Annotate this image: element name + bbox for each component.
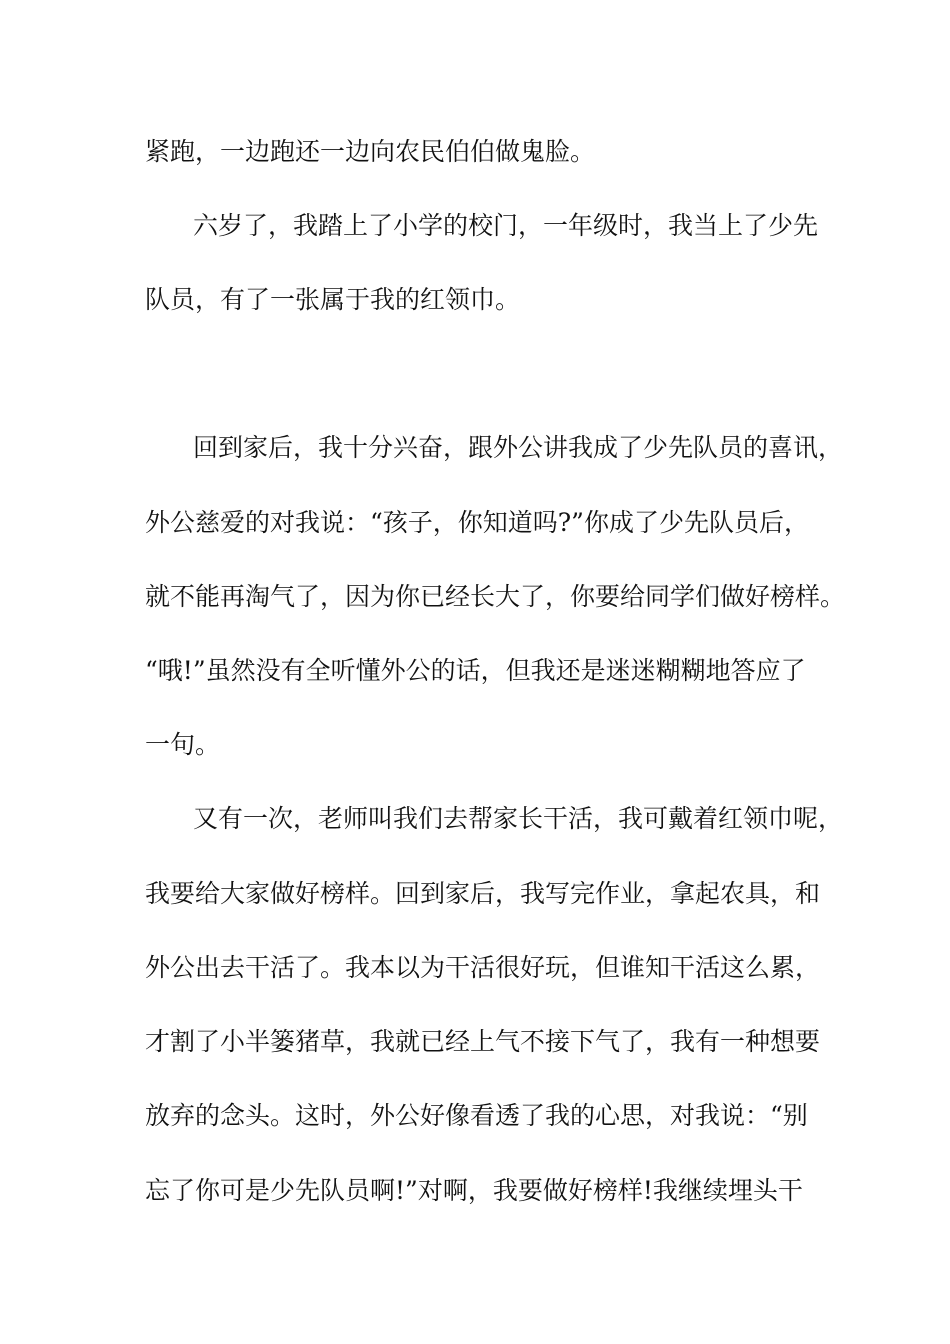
text-line: 队员，有了一张属于我的红领巾。 [145, 285, 521, 314]
text-line: 外公出去干活了。我本以为干活很好玩，但谁知干活这么累， [145, 953, 821, 982]
text-line: 紧跑，一边跑还一边向农民伯伯做鬼脸。 [145, 137, 596, 166]
text-line: 才割了小半篓猪草，我就已经上气不接下气了，我有一种想要 [145, 1027, 821, 1056]
paragraph-first-line: 又有一次，老师叫我们去帮家长干活，我可戴着红领巾呢， [193, 804, 844, 833]
text-line: 放弃的念头。这时，外公好像看透了我的心思，对我说：“别 [145, 1101, 808, 1130]
paragraph-first-line: 六岁了，我踏上了小学的校门，一年级时，我当上了少先 [193, 211, 819, 240]
text-line: “哦!”虽然没有全听懂外公的话，但我还是迷迷糊糊地答应了 [145, 656, 806, 685]
text-line: 外公慈爱的对我说：“孩子，你知道吗?”你成了少先队员后， [145, 508, 809, 537]
text-line: 我要给大家做好榜样。回到家后，我写完作业，拿起农具，和 [145, 879, 821, 908]
text-line: 就不能再淘气了，因为你已经长大了，你要给同学们做好榜样。 [145, 582, 846, 611]
paragraph-first-line: 回到家后，我十分兴奋，跟外公讲我成了少先队员的喜讯， [193, 433, 844, 462]
text-line: 一句。 [145, 730, 221, 759]
text-line: 忘了你可是少先队员啊!”对啊，我要做好榜样!我继续埋头干 [145, 1176, 803, 1205]
